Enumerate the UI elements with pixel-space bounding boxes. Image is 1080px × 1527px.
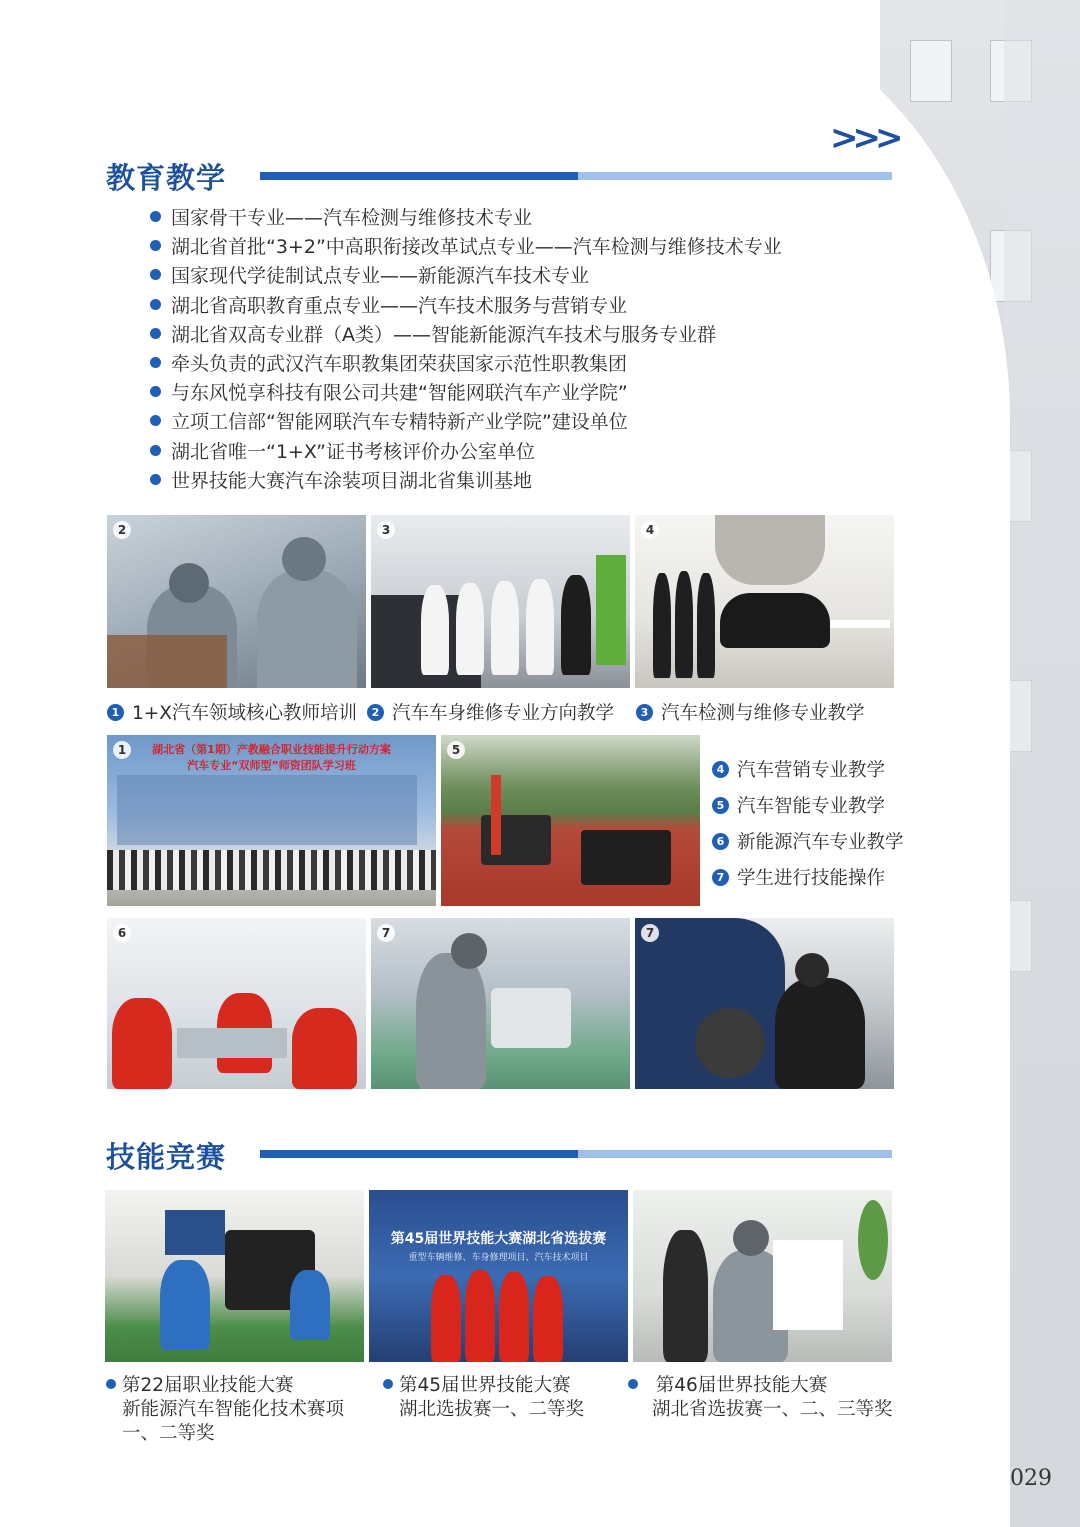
- photo-number: 7: [641, 924, 659, 942]
- banner-text: 湖北省（第1期）产教融合职业技能提升行动方案: [152, 743, 391, 756]
- photo-number: 3: [377, 521, 395, 539]
- list-item: 湖北省首批“3+2”中高职衔接改革试点专业——汽车检测与维修技术专业: [150, 233, 910, 262]
- section-divider: [260, 172, 892, 180]
- bullet-icon: [150, 299, 161, 310]
- bullet-icon: [150, 415, 161, 426]
- bullet-icon: [150, 386, 161, 397]
- bullet-icon: [150, 357, 161, 368]
- photo-number: 1: [113, 741, 131, 759]
- photo-number: 6: [113, 924, 131, 942]
- page-number: 029: [1010, 1466, 1052, 1491]
- bullet-icon: [383, 1379, 393, 1389]
- photo-number: 5: [447, 741, 465, 759]
- backdrop-strip: [1004, 0, 1080, 1527]
- photo-competition-46th: [633, 1190, 892, 1362]
- bullet-icon: [628, 1379, 638, 1389]
- photo-testing-repair-teaching: [371, 515, 630, 688]
- competition-result: 第22届职业技能大赛 新能源汽车智能化技术赛项 一、二等奖: [106, 1374, 344, 1446]
- section-divider: [260, 1150, 892, 1158]
- photo-number: 4: [641, 521, 659, 539]
- number-badge: 6: [712, 833, 729, 850]
- photo-competition-45th: [369, 1190, 628, 1362]
- photo-number: 2: [113, 521, 131, 539]
- bullet-icon: [150, 240, 161, 251]
- bullet-icon: [150, 269, 161, 280]
- number-badge: 7: [712, 869, 729, 886]
- photo-caption: 2 汽车车身维修专业方向教学: [367, 699, 614, 725]
- chevron-right-icon: >>>: [830, 118, 898, 158]
- photo-teacher-training-group: [107, 735, 436, 906]
- banner-text: 重型车辆维修、车身修理项目、汽车技术项目: [408, 1253, 589, 1263]
- number-badge: 5: [712, 797, 729, 814]
- photo-marketing-teaching: [635, 515, 894, 688]
- photo-intelligent-vehicle-teaching: [441, 735, 700, 906]
- list-item: 国家现代学徒制试点专业——新能源汽车技术专业: [150, 262, 910, 291]
- bullet-icon: [106, 1379, 116, 1389]
- photo-new-energy-teaching: [107, 918, 366, 1089]
- section-title-competition: 技能竞赛: [106, 1140, 227, 1174]
- list-item: 国家骨干专业——汽车检测与维修技术专业: [150, 204, 910, 233]
- list-item: 立项工信部“智能网联汽车专精特新产业学院”建设单位: [150, 408, 910, 437]
- bullet-icon: [150, 328, 161, 339]
- list-item: 牵头负责的武汉汽车职教集团荣获国家示范性职教集团: [150, 350, 910, 379]
- number-badge: 4: [712, 761, 729, 778]
- list-item: 湖北省高职教育重点专业——汽车技术服务与营销专业: [150, 292, 910, 321]
- bullet-icon: [150, 474, 161, 485]
- photo-number: 7: [377, 924, 395, 942]
- list-item: 与东风悦享科技有限公司共建“智能网联汽车产业学院”: [150, 379, 910, 408]
- photo-body-repair-teaching: [107, 515, 366, 688]
- number-badge: 1: [107, 704, 124, 721]
- list-item: 世界技能大赛汽车涂装项目湖北省集训基地: [150, 467, 910, 496]
- photo-painting-practice: [371, 918, 630, 1089]
- banner-text: 第45届世界技能大赛湖北省选拔赛: [390, 1231, 607, 1247]
- competition-result: 第46届世界技能大赛 湖北省选拔赛一、二、三等奖: [628, 1374, 893, 1422]
- banner-text: 汽车专业“双师型”师资团队学习班: [187, 759, 356, 772]
- photo-caption: 1 1+X汽车领域核心教师培训: [107, 699, 357, 725]
- honor-list: [150, 204, 910, 496]
- section-title-teaching: 教育教学: [106, 161, 227, 195]
- number-badge: 3: [636, 704, 653, 721]
- photo-caption: 3 汽车检测与维修专业教学: [636, 699, 865, 725]
- list-item: 湖北省唯一“1+X”证书考核评价办公室单位: [150, 438, 910, 467]
- photo-caption: 7 学生进行技能操作: [712, 864, 904, 900]
- photo-caption: 6 新能源汽车专业教学: [712, 828, 904, 864]
- photo-caption: 5 汽车智能专业教学: [712, 792, 904, 828]
- list-item: 湖北省双高专业群（A类）——智能新能源汽车技术与服务专业群: [150, 321, 910, 350]
- bullet-icon: [150, 211, 161, 222]
- number-badge: 2: [367, 704, 384, 721]
- competition-result: 第45届世界技能大赛 湖北选拔赛一、二等奖: [383, 1374, 584, 1422]
- bullet-icon: [150, 445, 161, 456]
- photo-skill-operation: [635, 918, 894, 1089]
- photo-competition-22nd: [105, 1190, 364, 1362]
- photo-caption: 4 汽车营销专业教学: [712, 756, 904, 792]
- photo-caption-list: [712, 756, 904, 900]
